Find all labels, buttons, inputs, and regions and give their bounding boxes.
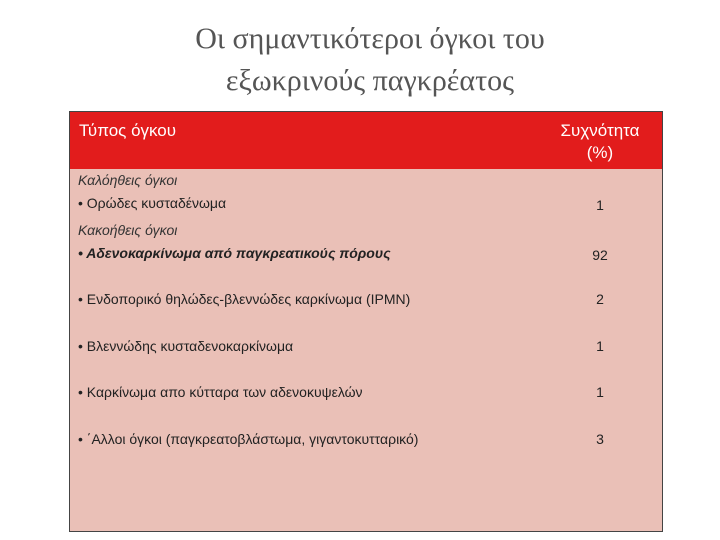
table-row-ipmn-value: 2 [596, 291, 604, 307]
slide-title-line-2: εξωκρινούς παγκρέατος [225, 64, 515, 97]
table-row-ipmn-label: • Ενδοπορικό θηλώδες-βλεννώδες καρκίνωμα (IPMN) [78, 291, 411, 307]
header-tumor-type: Τύπος όγκου [79, 121, 177, 140]
table-row-mucinous-cystadenocarcinoma-value: 1 [596, 338, 604, 354]
table-row-serous-cystadenoma-value: 1 [596, 197, 604, 213]
malignant-group-label: Κακοήθεις όγκοι [78, 222, 178, 238]
slide-title [0, 18, 720, 102]
table-row-acinar-cell-carcinoma-value: 1 [596, 384, 604, 400]
table-row-mucinous-cystadenocarcinoma-label: • Βλεννώδης κυσταδενοκαρκίνωμα [78, 338, 294, 354]
table-row-other-tumors-value: 3 [596, 431, 604, 447]
table-row-other-tumors-label: • ΄Αλλοι όγκοι (παγκρεατοβλάστωμα, γιγαντοκυτταρικό) [78, 431, 419, 447]
header-frequency-line-1: Συχνότητα [560, 121, 640, 140]
table-header [70, 112, 662, 169]
table-row-ductal-adenocarcinoma-value: 92 [592, 247, 608, 263]
tumor-frequency-table [69, 111, 663, 532]
table-row-serous-cystadenoma-label: • Ορώδες κυσταδένωμα [78, 195, 227, 211]
benign-group-label: Καλόηθεις όγκοι [78, 172, 178, 188]
header-frequency-line-2: (%) [586, 143, 614, 162]
slide-title-line-1: Οι σημαντικότεροι όγκοι του [195, 22, 545, 55]
table-row-ductal-adenocarcinoma-label: • Αδενοκαρκίνωμα από παγκρεατικούς πόρους [78, 245, 391, 261]
table-row-acinar-cell-carcinoma-label: • Καρκίνωμα απο κύτταρα των αδενοκυψελών [78, 384, 363, 400]
header-frequency [540, 120, 660, 164]
